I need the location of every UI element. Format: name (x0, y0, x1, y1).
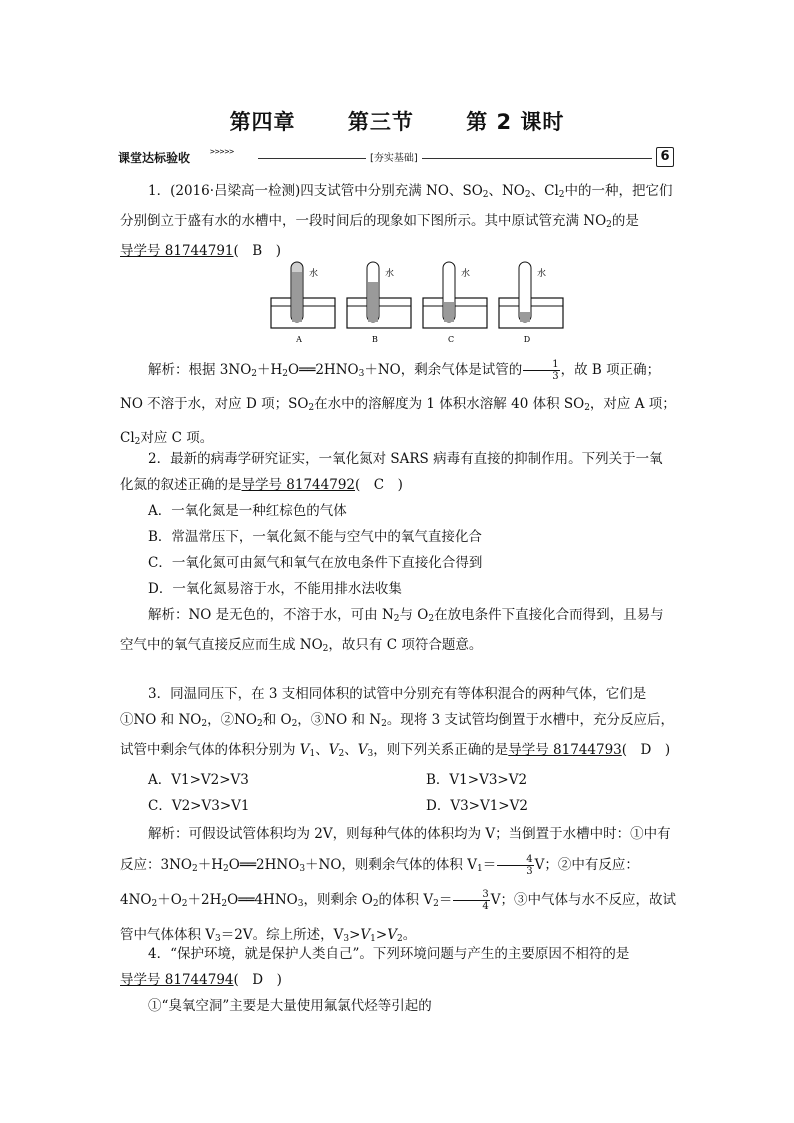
q2-stem: 2．最新的病毒学研究证实，一氧化氮对 SARS 病毒有直接的抑制作用。下列关于一氧化氮的叙述正确的是导学号 81744792( C ) (120, 451, 663, 493)
label-d: D (523, 335, 531, 344)
q3-option-a: A．V1>V2>V3 (148, 772, 249, 788)
q2-code-link[interactable]: 导学号 81744792 (241, 477, 356, 493)
water-label-d: 水 (537, 269, 547, 279)
banner-arrows: >>>>> (210, 147, 235, 156)
beaker-b (347, 262, 411, 344)
test-tube-figure (265, 258, 565, 346)
section-banner (118, 149, 676, 169)
q4-item-1: ①“臭氧空洞”主要是大量使用氟氯代烃等引起的 (148, 998, 432, 1014)
beaker-a (271, 262, 335, 344)
banner-number: 6 (656, 147, 674, 167)
chapter: 第四章 (229, 110, 296, 134)
question-2 (120, 446, 676, 662)
water-label-a: 水 (309, 269, 319, 279)
fraction-one-third: $\frac{1}{3}$ (523, 359, 559, 382)
q3-option-c: C．V2>V3>V1 (148, 798, 250, 814)
q3-answer: ( D ) (621, 742, 671, 758)
label-b: B (372, 335, 378, 344)
water-label-b: 水 (385, 269, 395, 279)
q2-option-d: D．一氧化氮易溶于水，不能用排水法收集 (148, 581, 402, 597)
q1-stem: 1．(2016·吕梁高一检测)四支试管中分别充满 NO、$SO_2$、$NO_2$、$Cl_2$中的一种，把它们分别倒立于盛有水的水槽中，一段时间后的现象如下图所示。其中原试管充满 $NO_2$的是 (120, 183, 673, 230)
banner-tag: [夯实基础] (366, 149, 422, 164)
beaker-d (499, 262, 563, 344)
q4-answer: ( D ) (233, 972, 282, 988)
banner-line (258, 158, 652, 159)
section: 第三节 (347, 110, 414, 134)
q3-code-link[interactable]: 导学号 81744793 (508, 742, 622, 758)
q2-answer: ( C ) (355, 477, 403, 493)
q2-option-c: C．一氧化氮可由氮气和氧气在放电条件下直接化合得到 (148, 555, 483, 571)
q3-option-d: D．V3>V1>V2 (426, 798, 528, 814)
page-title (0, 106, 794, 136)
q1-answer: ( B ) (233, 243, 281, 259)
question-1 (120, 178, 676, 264)
lesson: 第 2 课时 (466, 110, 565, 134)
q1-analysis: 解析：根据 $3NO_2+H_2O══2HNO_3+NO$，剩余气体是试管的 $\frac{1}{3}$ ，故 B 项正确；NO 不溶于水，对应 D 项；$SO_2$在水中的溶解度为 1 体积水溶解 40 体积 $SO_2$，对应 A 项；$Cl_2$对应 C 项。 (120, 359, 676, 447)
beaker-c (423, 262, 487, 344)
q2-option-a: A．一氧化氮是一种红棕色的气体 (148, 503, 347, 519)
q2-analysis: 解析：NO 是无色的，不溶于水，可由 $N_2$与 $O_2$在放电条件下直接化合而得到，且易与空气中的氧气直接反应而生成 $NO_2$，故只有 C 项符合题意。 (120, 607, 664, 654)
q4-stem: 4．“保护环境，就是保护人类自己”。下列环境问题与产生的主要原因不相符的是 (148, 946, 630, 962)
question-4 (120, 941, 676, 1019)
label-a: A (296, 335, 302, 344)
q2-option-b: B．常温常压下，一氧化氮不能与空气中的氧气直接化合 (148, 529, 482, 545)
q4-code-link[interactable]: 导学号 81744794 (120, 972, 234, 988)
question-3 (120, 681, 676, 955)
q3-stem: 3．同温同压下，在 3 支相同体积的试管中分别充有等体积混合的两种气体，它们是①NO 和 $NO_2$，$②NO_2$和 $O_2$，③NO 和 $N_2$。现将 3 支试管均倒置于水槽中，充分反应后，试管中剩余气体的体积分别为 $V_1$、$V_2$、$V_3$，则下列关系正确的是导学号 81744793( D ) (120, 686, 674, 759)
water-label-c: 水 (461, 269, 471, 279)
q1-code-link[interactable]: 导学号 81744791 (120, 243, 234, 259)
banner-label: 课堂达标验收 (118, 151, 191, 165)
q3-option-b: B．V1>V3>V2 (426, 772, 528, 788)
label-c: C (447, 335, 455, 344)
q3-analysis: 解析：可假设试管体积均为 2V，则每种气体的体积均为 V；当倒置于水槽中时：①中有反应：$3NO_2+H_2O══2HNO_3+NO$，则剩余气体的体积 $V_1=$ $\frac{4}{3}$ V；②中有反应：$4NO_2+O_2+2H_2O══4HNO_3$，则剩余 $O_2$的体积 $V_2=$ $\frac{3}{4}$ V；③中气体与水不反应，故试管中气体体积 $V_3=2V$。综上所述，$V_3>V_1>V_2$。 (120, 826, 676, 944)
